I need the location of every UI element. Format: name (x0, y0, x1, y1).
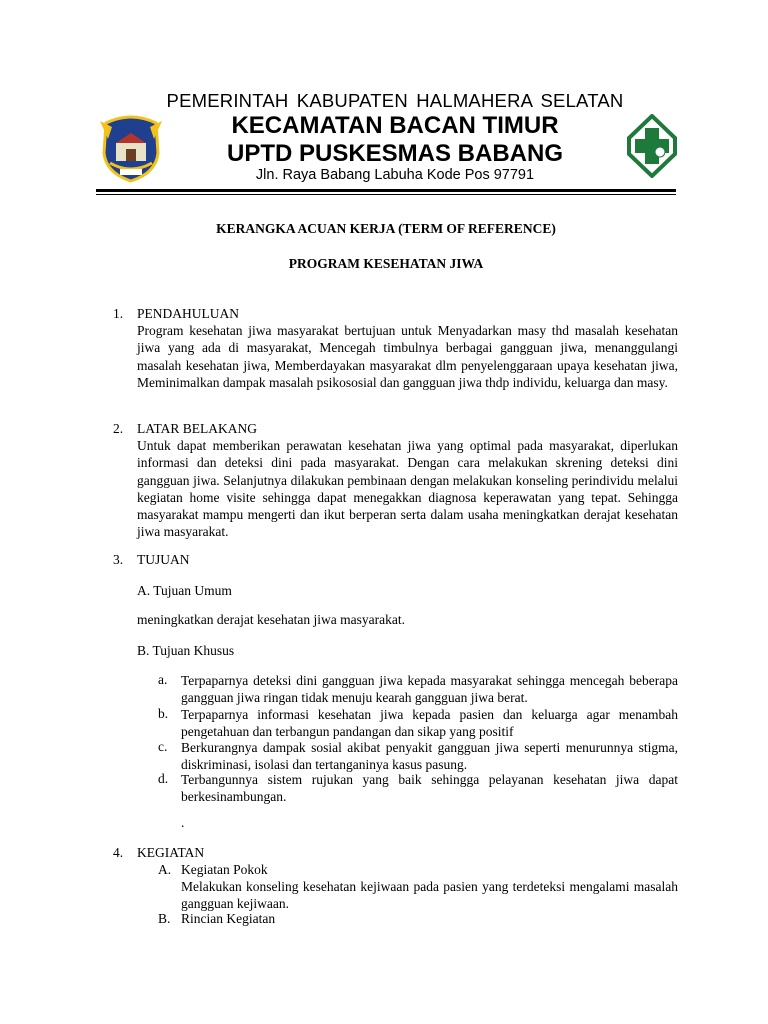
objective-b-marker: b. (158, 706, 169, 721)
objective-a-marker: a. (158, 672, 168, 687)
letterhead-rule-thin (96, 194, 676, 195)
program-title: PROGRAM KESEHATAN JIWA (288, 256, 484, 271)
letterhead-address: Jln. Raya Babang Labuha Kode Pos 97791 (255, 167, 535, 183)
section-2-body: Untuk dapat memberikan perawatan kesehatan jiwa yang optimal pada masyarakat, diperlukan informasi dan deteksi dini pada masyarakat. Dengan cara melakukan skrening deteksi dini gangguan jiwa. Selanjutnya dilakukan pembinaan dengan melakukan konseling perindividu melalui kegiatan home visite sehingga dapat menegakkan diagnosa keperawatan yang tepat. Sehingga masyarakat mampu mengerti dan ikut berperan serta dalam usaha meningkatkan derajat kesehatan jiwa masyarakat. (137, 438, 678, 540)
document-title: KERANGKA ACUAN KERJA (TERM OF REFERENCE) (216, 221, 556, 236)
section-3-heading: TUJUAN (137, 552, 190, 567)
letterhead-government: PEMERINTAH KABUPATEN HALMAHERA SELATAN (166, 90, 624, 111)
objective-d-text: Terbangunnya sistem rujukan yang baik sehingga pelayanan kesehatan jiwa dapat berkesinambungan. (181, 772, 678, 805)
letterhead-rule-thick (96, 189, 676, 192)
section-1-body: Program kesehatan jiwa masyarakat bertujuan untuk Menyadarkan masy thd masalah kesehatan jiwa yang ada di masyarakat, Mencegah timbulnya berbagai gangguan jiwa, menanggulangi masalah kesehatan jiwa, Memberdayakan masyarakat dlm penyelenggaraan upaya kesehatan jiwa, Meminimalkan dampak masalah psikososial dan gangguan jiwa thdp individu, keluarga dan masy. (137, 323, 678, 390)
section-3-number: 3. (113, 552, 124, 567)
section-2-heading: LATAR BELAKANG (137, 421, 258, 436)
specific-objectives-label: B. Tujuan Khusus (137, 643, 235, 658)
objective-d-marker: d. (158, 771, 169, 786)
section-4-number: 4. (113, 845, 124, 860)
section-1-number: 1. (113, 306, 124, 321)
objective-a-text: Terpaparnya deteksi dini gangguan jiwa kepada masyarakat sehingga mencegah beberapa gangguan jiwa ringan tidak menuju kearah gangguan jiwa berat. (181, 673, 678, 706)
stray-period: . (181, 815, 185, 830)
main-activity-label: Kegiatan Pokok (181, 862, 268, 877)
section-4-heading: KEGIATAN (137, 845, 205, 860)
objective-b-text: Terpaparnya informasi kesehatan jiwa kepada pasien dan keluarga agar menambah pengetahuan dan terbangun pandangan dan sikap yang positif (181, 707, 678, 740)
activity-b-marker: B. (158, 911, 171, 926)
general-objective-label: A. Tujuan Umum (137, 583, 232, 598)
objective-c-marker: c. (158, 739, 168, 754)
activity-a-marker: A. (158, 862, 172, 877)
section-1-heading: PENDAHULUAN (137, 306, 239, 321)
letterhead-institution: UPTD PUSKESMAS BABANG (226, 140, 564, 167)
section-2-number: 2. (113, 421, 124, 436)
letterhead-district: KECAMATAN BACAN TIMUR (231, 112, 559, 139)
main-activity-body: Melakukan konseling kesehatan kejiwaan pada pasien yang terdeteksi mengalami masalah gangguan kejiwaan. (181, 879, 678, 912)
objective-c-text: Berkurangnya dampak sosial akibat penyakit gangguan jiwa seperti menurunnya stigma, diskriminasi, isolasi dan tertanganinya kasus pasung. (181, 740, 678, 773)
activity-details-label: Rincian Kegiatan (181, 911, 276, 926)
general-objective-body: meningkatkan derajat kesehatan jiwa masyarakat. (137, 612, 406, 627)
